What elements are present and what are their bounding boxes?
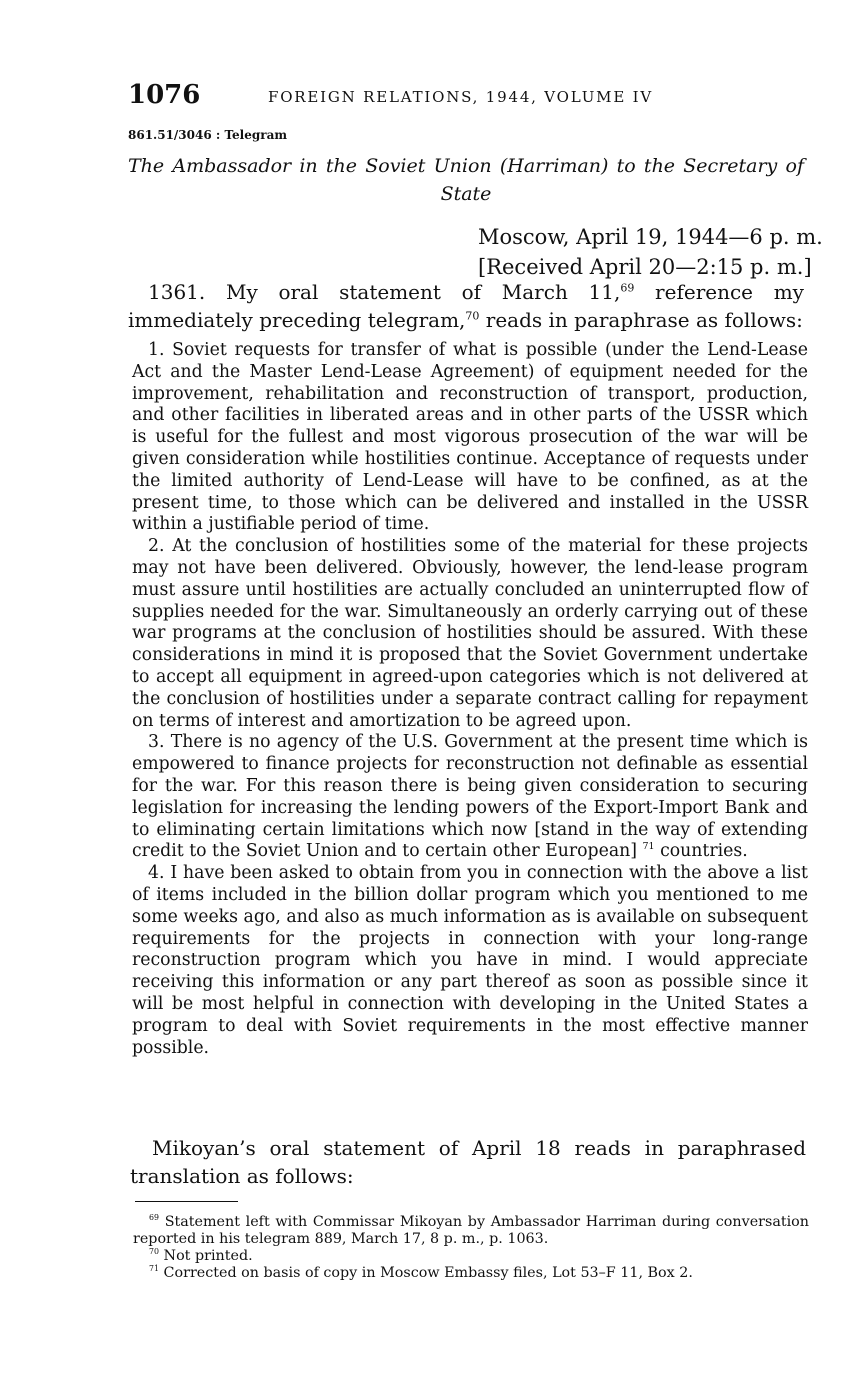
footnote-mark: 70 (149, 1247, 160, 1257)
footnote-text: Corrected on basis of copy in Moscow Embassy files, Lot 53–F 11, Box 2. (159, 1265, 693, 1281)
footnote-mark: 71 (149, 1264, 160, 1274)
telegram-lead-paragraph (128, 278, 804, 334)
footnote-71 (133, 1265, 809, 1282)
page-number: 1076 (128, 80, 201, 110)
document-title: The Ambassador in the Soviet Union (Harriman) to the Secretary of State (128, 155, 804, 205)
statement-paragraph-3-text: 3. There is no agency of the U.S. Government at the present time which is empowered to finance projects for reconstruction not definable as essential for the war. For this reason there is being given consideration to securing legislation for increasing the lending powers of the Export-Import Bank and to eliminating certain limitations which now [stand in the way of extending credit to the Soviet Union and to certain other European] (132, 732, 808, 862)
file-reference: 861.51/3046 : Telegram (128, 128, 288, 142)
footnote-70 (133, 1248, 809, 1265)
sent-date: Moscow, April 19, 1944—6 p. m. (478, 225, 823, 249)
running-head (128, 80, 808, 114)
statement-paragraph-4: 4. I have been asked to obtain from you in connection with the above a list of items included in the billion dollar program which you mentioned to me some weeks ago, and also as much information as is available on subsequent requirements for the projects in connection with your long-range reconstruction program which you have in mind. I would appreciate receiving this information or any part thereof as soon as possible since it will be most helpful in connection with developing in the United States a program to deal with Soviet requirements in the most effective manner possible. (132, 863, 808, 1058)
footnote-mark: 69 (149, 1213, 160, 1223)
footnotes (133, 1214, 809, 1282)
followup-paragraph (130, 1134, 806, 1190)
statement-paragraph-3-end: countries. (654, 841, 748, 862)
received-date: [Received April 20—2:15 p. m.] (478, 255, 812, 279)
running-title: FOREIGN RELATIONS, 1944, VOLUME IV (268, 88, 653, 106)
footnote-text: Not printed. (159, 1248, 253, 1264)
footnote-divider (135, 1201, 238, 1202)
statement-paragraph-1: 1. Soviet requests for transfer of what is possible (under the Lend-Lease Act and the Master Lend-Lease Agreement) of equipment needed for the improvement, rehabilitation and reconstruction of transport, production, and other facilities in liberated areas and in other parts of the USSR which is useful for the fullest and most vigorous prosecution of the war will be given consideration while hostilities continue. Acceptance of requests under the limited authority of Lend-Lease will have to be confined, as at the present time, to those which can be delivered and installed in the USSR within a justifiable period of time. (132, 340, 808, 535)
footnote-ref-69: 69 (620, 281, 635, 295)
dateline (478, 222, 823, 282)
footnote-ref-71: 71 (642, 841, 655, 853)
lead-text-1: 1361. My oral statement of March 11, (148, 280, 621, 304)
statement-paragraph-3 (132, 732, 808, 863)
followup-text: Mikoyan’s oral statement of April 18 reads in paraphrased translation as follows: (130, 1136, 806, 1188)
footnote-69 (133, 1214, 809, 1248)
footnote-text: Statement left with Commissar Mikoyan by Ambassador Harriman during conversation reported in his telegram 889, March 17, 8 p. m., p. 1063. (133, 1214, 809, 1247)
footnote-ref-70: 70 (465, 309, 480, 323)
statement-paragraph-2: 2. At the conclusion of hostilities some of the material for these projects may not have been delivered. Obviously, however, the lend-lease program must assure until hostilities are actually concluded an uninterrupted flow of supplies needed for the war. Simultaneously an orderly carrying out of these war programs at the conclusion of hostilities should be assured. With these considerations in mind it is proposed that the Soviet Government undertake to accept all equipment in agreed-upon categories which is not delivered at the conclusion of hostilities under a separate contract calling for repayment on terms of interest and amortization to be agreed upon. (132, 536, 808, 731)
oral-statement-block (132, 340, 808, 1059)
lead-text-3: reads in paraphrase as follows: (479, 308, 803, 332)
lead-text-2: reference my immediately preceding telegram, (128, 280, 804, 332)
